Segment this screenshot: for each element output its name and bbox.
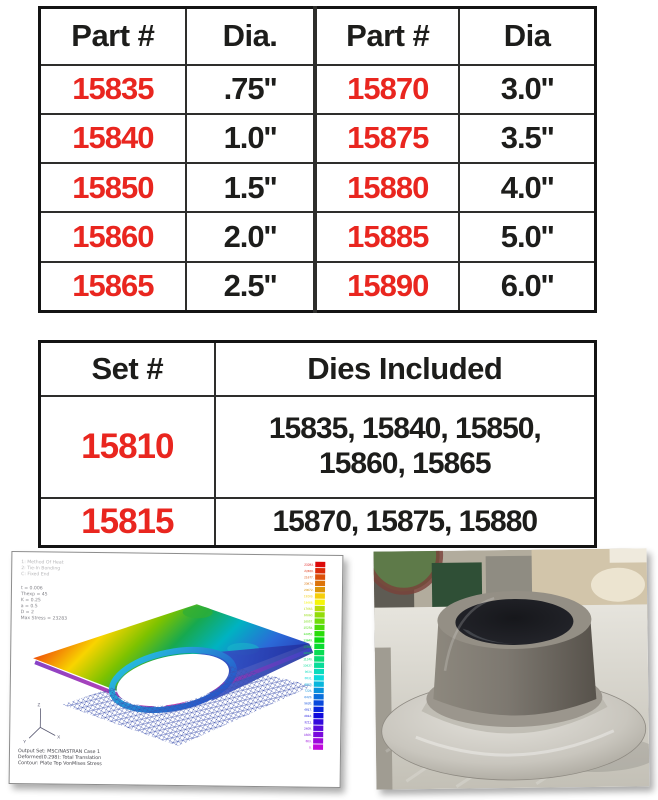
table-row xyxy=(40,396,596,498)
fea-constraint-notes: 1: Method Of Heat 2: Tie-In Bonding C: Fixed End xyxy=(21,560,64,578)
dies-included-text: 15870, 15875, 15880 xyxy=(272,504,538,538)
fea-output-caption: Output Set: MSC/NASTRAN Case 1 Deformed(0.298): Total Translation Contour: Plate Top VonMises Stress xyxy=(17,749,102,768)
axis-triad-icon xyxy=(29,708,55,738)
table-row xyxy=(40,114,596,163)
colorbar-tick-label: 1606. xyxy=(303,732,312,737)
colorbar-chip xyxy=(315,568,325,574)
colorbar-tick-label: 12846. xyxy=(303,644,313,649)
part-number: 15880 xyxy=(315,163,459,212)
colorbar-tick-label: 19269. xyxy=(303,594,314,599)
diameter-value: 5.0'' xyxy=(459,212,595,261)
flange-die-photo xyxy=(374,548,650,789)
colorbar-chip xyxy=(314,656,324,662)
colorbar-tick-label: 15254. xyxy=(303,625,314,630)
colorbar-chip xyxy=(314,669,324,675)
colorbar-tick-label: 18466. xyxy=(303,600,314,605)
colorbar-tick-label: 4014. xyxy=(304,713,312,719)
dies-included-list xyxy=(215,498,596,547)
colorbar-chip xyxy=(314,650,324,656)
colorbar-tick-label: 13649. xyxy=(303,638,313,643)
axis-label-z: Z xyxy=(37,702,41,708)
diameter-value: 2.5'' xyxy=(186,262,316,312)
colorbar-tick-label: 11240. xyxy=(303,657,313,662)
colorbar-chip xyxy=(313,738,323,744)
colorbar-tick-label: 17663. xyxy=(303,606,314,611)
colorbar-tick-label: 20874. xyxy=(304,581,314,586)
colorbar-tick-label: 10437. xyxy=(303,663,313,668)
part-number: 15865 xyxy=(40,262,186,312)
colorbar-tick-label: 9634. xyxy=(304,669,313,674)
table-header-row xyxy=(40,342,596,396)
fea-parameters: t = 0.006 Thexp = 45 K = 0.25 a = 0.5 D = 2 Max Stress = 23283 xyxy=(20,586,68,622)
parts-diameter-table xyxy=(38,6,597,313)
part-number: 15890 xyxy=(315,262,459,312)
col-header-dia2: Dia xyxy=(459,8,595,65)
colorbar-tick-label: 7226. xyxy=(304,688,313,693)
part-number: 15875 xyxy=(315,114,459,163)
table-row xyxy=(40,262,596,312)
colorbar-tick-label: 803. xyxy=(305,739,312,744)
dies-included-list xyxy=(215,396,596,498)
table-row xyxy=(40,498,596,547)
colorbar-chip xyxy=(314,694,324,700)
colorbar-chip xyxy=(314,675,324,681)
colorbar-tick-label: 21677. xyxy=(304,575,314,580)
colorbar-chip xyxy=(315,606,325,612)
colorbar-chip xyxy=(315,618,325,624)
table-row xyxy=(40,212,596,261)
colorbar-chip xyxy=(313,707,323,713)
diameter-value: 3.0'' xyxy=(459,65,595,114)
colorbar-chip xyxy=(313,744,323,750)
fea-simulation-image xyxy=(9,551,344,788)
diameter-value: 6.0'' xyxy=(459,262,595,312)
colorbar-chip xyxy=(315,612,325,618)
diameter-value: .75'' xyxy=(186,65,316,114)
colorbar-tick-label: 3211. xyxy=(304,720,312,725)
colorbar-chip xyxy=(315,574,325,580)
colorbar-chip xyxy=(314,688,324,694)
colorbar-chip xyxy=(314,662,324,668)
colorbar-chip xyxy=(314,625,324,631)
colorbar-chip xyxy=(315,587,325,593)
colorbar-chip xyxy=(315,593,325,599)
part-number: 15860 xyxy=(40,212,186,261)
colorbar-chip xyxy=(315,562,325,568)
colorbar-chip xyxy=(313,719,323,725)
part-number: 15885 xyxy=(315,212,459,261)
colorbar-chip xyxy=(313,725,323,731)
colorbar-tick-label: 4817. xyxy=(304,707,313,712)
diameter-value: 1.5'' xyxy=(186,163,316,212)
axis-label-x: X xyxy=(57,734,61,740)
col-header-part1: Part # xyxy=(40,8,186,65)
colorbar-tick-label: 5620. xyxy=(304,701,313,706)
col-header-part2: Part # xyxy=(315,8,459,65)
colorbar-tick-label: 12043. xyxy=(303,650,313,656)
colorbar-chip xyxy=(313,713,323,719)
part-number: 15835 xyxy=(40,65,186,114)
diameter-value: 3.5'' xyxy=(459,114,595,163)
col-header-set: Set # xyxy=(40,342,215,396)
colorbar-chip xyxy=(315,599,325,605)
die-photo-art xyxy=(374,548,650,789)
part-number: 15850 xyxy=(40,163,186,212)
fea-plot xyxy=(10,552,343,787)
table-header-row xyxy=(40,8,596,65)
colorbar-chip xyxy=(314,637,324,643)
part-number: 15870 xyxy=(315,65,459,114)
diameter-value: 2.0'' xyxy=(186,212,316,261)
diameter-value: 4.0'' xyxy=(459,163,595,212)
colorbar-tick-label: 14452. xyxy=(303,632,313,637)
col-header-dies-included: Dies Included xyxy=(215,342,596,396)
colorbar-chip xyxy=(313,732,323,738)
table-row xyxy=(40,163,596,212)
col-header-dia1: Dia. xyxy=(186,8,316,65)
dies-included-text: 15835, 15840, 15850, 15860, 15865 xyxy=(268,412,541,480)
part-number: 15840 xyxy=(40,114,186,163)
colorbar-tick-label: 20072. xyxy=(303,587,314,593)
colorbar-tick-label: 0. xyxy=(308,745,312,750)
colorbar-tick-label: 8029. xyxy=(304,682,313,687)
colorbar-tick-label: 2409. xyxy=(304,726,312,731)
axis-label-y: Y xyxy=(23,739,27,745)
set-number: 15810 xyxy=(40,396,215,498)
diameter-value: 1.0'' xyxy=(186,114,316,163)
colorbar-chip xyxy=(314,644,324,650)
die-sets-table xyxy=(38,340,597,548)
set-number: 15815 xyxy=(40,498,215,547)
colorbar-tick-label: 16860. xyxy=(303,613,314,618)
colorbar-tick-label: 22480. xyxy=(304,569,314,574)
colorbar-chip xyxy=(314,681,324,687)
colorbar-tick-label: 6423. xyxy=(304,695,313,700)
colorbar-tick-label: 23283. xyxy=(304,562,314,567)
colorbar-chip xyxy=(314,700,324,706)
colorbar-tick-label: 8831. xyxy=(304,676,313,681)
colorbar-chip xyxy=(314,631,324,637)
colorbar-chip xyxy=(315,581,325,587)
colorbar-tick-label: 16057. xyxy=(303,619,314,624)
table-row xyxy=(40,65,596,114)
